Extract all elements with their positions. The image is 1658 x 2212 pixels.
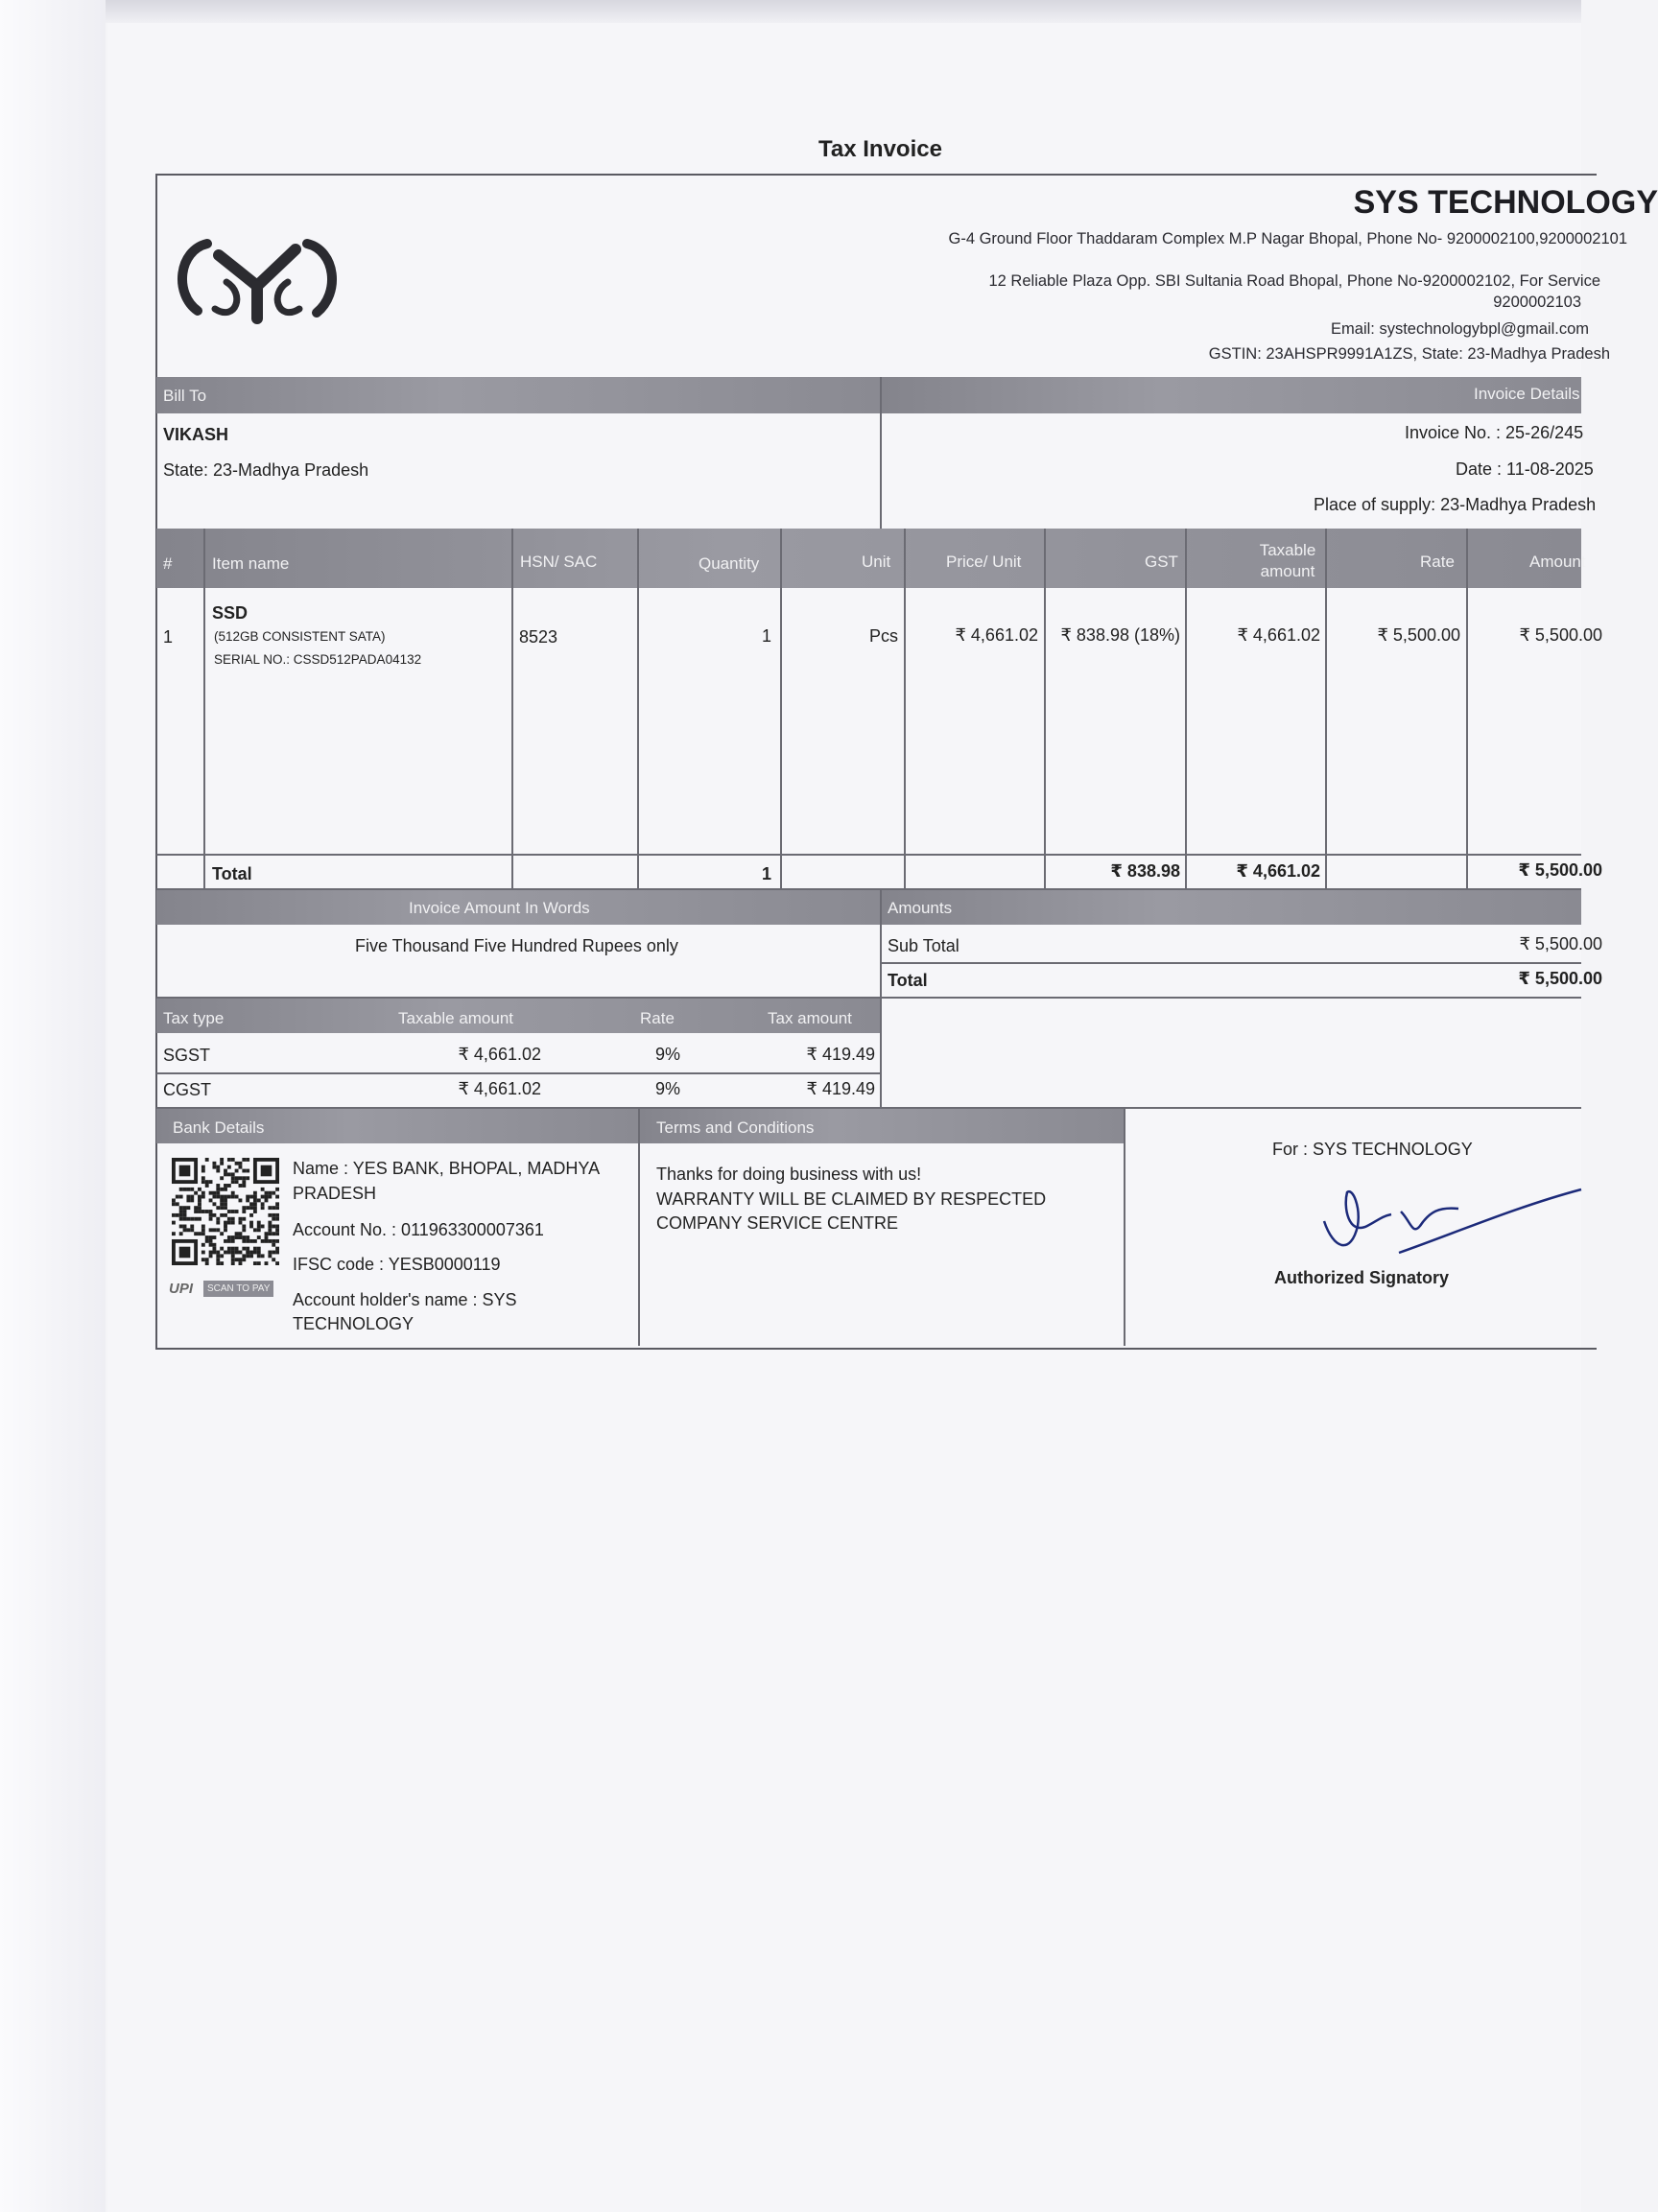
bank-name-2: PRADESH bbox=[293, 1184, 377, 1203]
invoice-details-header: Invoice Details bbox=[1474, 385, 1580, 403]
grand-total-value: ₹ 5,500.00 bbox=[1518, 969, 1602, 988]
col-sep bbox=[904, 529, 906, 889]
company-address-2b: 9200002103 bbox=[1493, 294, 1581, 311]
sub-total-value: ₹ 5,500.00 bbox=[1519, 934, 1602, 953]
amounts-header-bar bbox=[882, 890, 1581, 925]
tax-row-taxable: ₹ 4,661.02 bbox=[458, 1079, 541, 1098]
upi-qr-code bbox=[172, 1158, 279, 1265]
col-rate: Rate bbox=[1420, 553, 1455, 571]
terms-header: Terms and Conditions bbox=[656, 1118, 815, 1137]
terms-line-3: COMPANY SERVICE CENTRE bbox=[656, 1213, 899, 1233]
item-amount: ₹ 5,500.00 bbox=[1519, 625, 1602, 645]
item-taxable: ₹ 4,661.02 bbox=[1237, 625, 1320, 645]
total-quantity: 1 bbox=[761, 864, 771, 883]
tax-row-sep bbox=[156, 1072, 880, 1074]
total-label: Total bbox=[212, 864, 252, 883]
item-name: SSD bbox=[212, 603, 249, 623]
tax-col-type: Tax type bbox=[163, 1009, 225, 1027]
scan-to-pay-label: SCAN TO PAY bbox=[203, 1281, 273, 1297]
ifsc-code: IFSC code : YESB0000119 bbox=[293, 1255, 501, 1274]
invoice-number: Invoice No. : 25-26/245 bbox=[1405, 423, 1584, 442]
col-sep bbox=[1044, 529, 1046, 889]
signatory-for: For : SYS TECHNOLOGY bbox=[1272, 1140, 1473, 1159]
item-rate: ₹ 5,500.00 bbox=[1377, 625, 1460, 645]
col-quantity: Quantity bbox=[699, 554, 760, 573]
scan-margin bbox=[0, 0, 106, 2212]
col-sep bbox=[511, 529, 513, 889]
document-title: Tax Invoice bbox=[818, 136, 942, 162]
tax-row-amount: ₹ 419.49 bbox=[806, 1079, 875, 1098]
signature-mark bbox=[1305, 1168, 1581, 1264]
col-sep bbox=[203, 529, 205, 889]
bill-to-header: Bill To bbox=[163, 387, 207, 405]
item-index: 1 bbox=[163, 627, 174, 647]
item-desc-1: (512GB CONSISTENT SATA) bbox=[214, 629, 386, 644]
sub-total-label: Sub Total bbox=[888, 936, 959, 955]
col-sep bbox=[780, 529, 782, 889]
col-taxable: Taxable amount bbox=[1259, 541, 1316, 580]
grand-total-label: Total bbox=[888, 971, 928, 990]
customer-state: State: 23-Madhya Pradesh bbox=[163, 460, 369, 480]
words-divider bbox=[880, 890, 882, 1109]
account-holder-1: Account holder's name : SYS bbox=[293, 1290, 517, 1309]
company-name: SYS TECHNOLOGY bbox=[1353, 184, 1658, 221]
tax-col-rate: Rate bbox=[640, 1009, 675, 1027]
company-email: Email: systechnologybpl@gmail.com bbox=[1331, 320, 1589, 338]
col-item-name: Item name bbox=[212, 554, 290, 573]
tax-row-rate: 9% bbox=[655, 1079, 681, 1098]
col-sep bbox=[1185, 529, 1187, 889]
account-holder-2: TECHNOLOGY bbox=[293, 1314, 414, 1333]
amount-words-header: Invoice Amount In Words bbox=[409, 899, 590, 917]
amounts-bottom bbox=[882, 997, 1581, 999]
item-hsn: 8523 bbox=[519, 627, 558, 647]
tax-row-taxable: ₹ 4,661.02 bbox=[458, 1045, 541, 1064]
account-number: Account No. : 011963300007361 bbox=[293, 1220, 544, 1239]
col-index: # bbox=[163, 554, 173, 573]
item-quantity: 1 bbox=[761, 626, 771, 646]
company-address-1: G-4 Ground Floor Thaddaram Complex M.P Nagar Bhopal, Phone No- 9200002100,9200002101 bbox=[948, 230, 1627, 247]
tax-col-amount: Tax amount bbox=[768, 1009, 852, 1027]
upi-logo-text: UPI bbox=[169, 1280, 194, 1297]
total-gst: ₹ 838.98 bbox=[1110, 861, 1180, 881]
col-sep bbox=[1466, 529, 1468, 889]
amounts-header: Amounts bbox=[888, 899, 953, 917]
company-gstin: GSTIN: 23AHSPR9991A1ZS, State: 23-Madhya Pradesh bbox=[1208, 345, 1610, 363]
item-price: ₹ 4,661.02 bbox=[955, 625, 1038, 645]
amounts-sep bbox=[882, 962, 1581, 964]
total-row-top-line bbox=[156, 854, 1581, 856]
customer-name: VIKASH bbox=[163, 425, 229, 444]
col-sep bbox=[1325, 529, 1327, 889]
tax-row-rate: 9% bbox=[655, 1045, 681, 1064]
bank-header: Bank Details bbox=[173, 1118, 265, 1137]
bank-name-1: Name : YES BANK, BHOPAL, MADHYA bbox=[293, 1159, 601, 1178]
col-gst: GST bbox=[1145, 553, 1178, 571]
company-address-2a: 12 Reliable Plaza Opp. SBI Sultania Road Bhopal, Phone No-9200002102, For Service bbox=[988, 272, 1600, 290]
terms-divider bbox=[1124, 1109, 1125, 1346]
col-hsn: HSN/ SAC bbox=[520, 553, 598, 571]
col-sep bbox=[637, 529, 639, 889]
bill-to-header-bar bbox=[156, 377, 880, 413]
tax-row-type: SGST bbox=[163, 1046, 211, 1065]
col-amount: Amount bbox=[1529, 553, 1586, 571]
invoice-date: Date : 11-08-2025 bbox=[1456, 459, 1594, 479]
tax-row-amount: ₹ 419.49 bbox=[806, 1045, 875, 1064]
scan-top-shadow bbox=[106, 0, 1581, 23]
authorized-signatory: Authorized Signatory bbox=[1274, 1268, 1450, 1287]
place-of-supply: Place of supply: 23-Madhya Pradesh bbox=[1314, 495, 1597, 514]
bank-divider bbox=[638, 1109, 640, 1346]
upi-scan-badge bbox=[169, 1278, 282, 1299]
total-taxable: ₹ 4,661.02 bbox=[1236, 861, 1320, 881]
amount-in-words: Five Thousand Five Hundred Rupees only bbox=[355, 936, 678, 955]
total-amount: ₹ 5,500.00 bbox=[1518, 860, 1602, 880]
terms-line-1: Thanks for doing business with us! bbox=[656, 1165, 922, 1184]
col-unit: Unit bbox=[862, 553, 891, 571]
item-desc-2: SERIAL NO.: CSSD512PADA04132 bbox=[214, 652, 422, 667]
tax-row-type: CGST bbox=[163, 1080, 212, 1099]
item-gst: ₹ 838.98 (18%) bbox=[1060, 625, 1180, 645]
terms-line-2: WARRANTY WILL BE CLAIMED BY RESPECTED bbox=[656, 1189, 1047, 1209]
item-unit: Pcs bbox=[868, 626, 898, 646]
col-price: Price/ Unit bbox=[946, 553, 1022, 571]
bill-divider bbox=[880, 377, 882, 529]
tax-col-taxable: Taxable amount bbox=[398, 1009, 514, 1027]
